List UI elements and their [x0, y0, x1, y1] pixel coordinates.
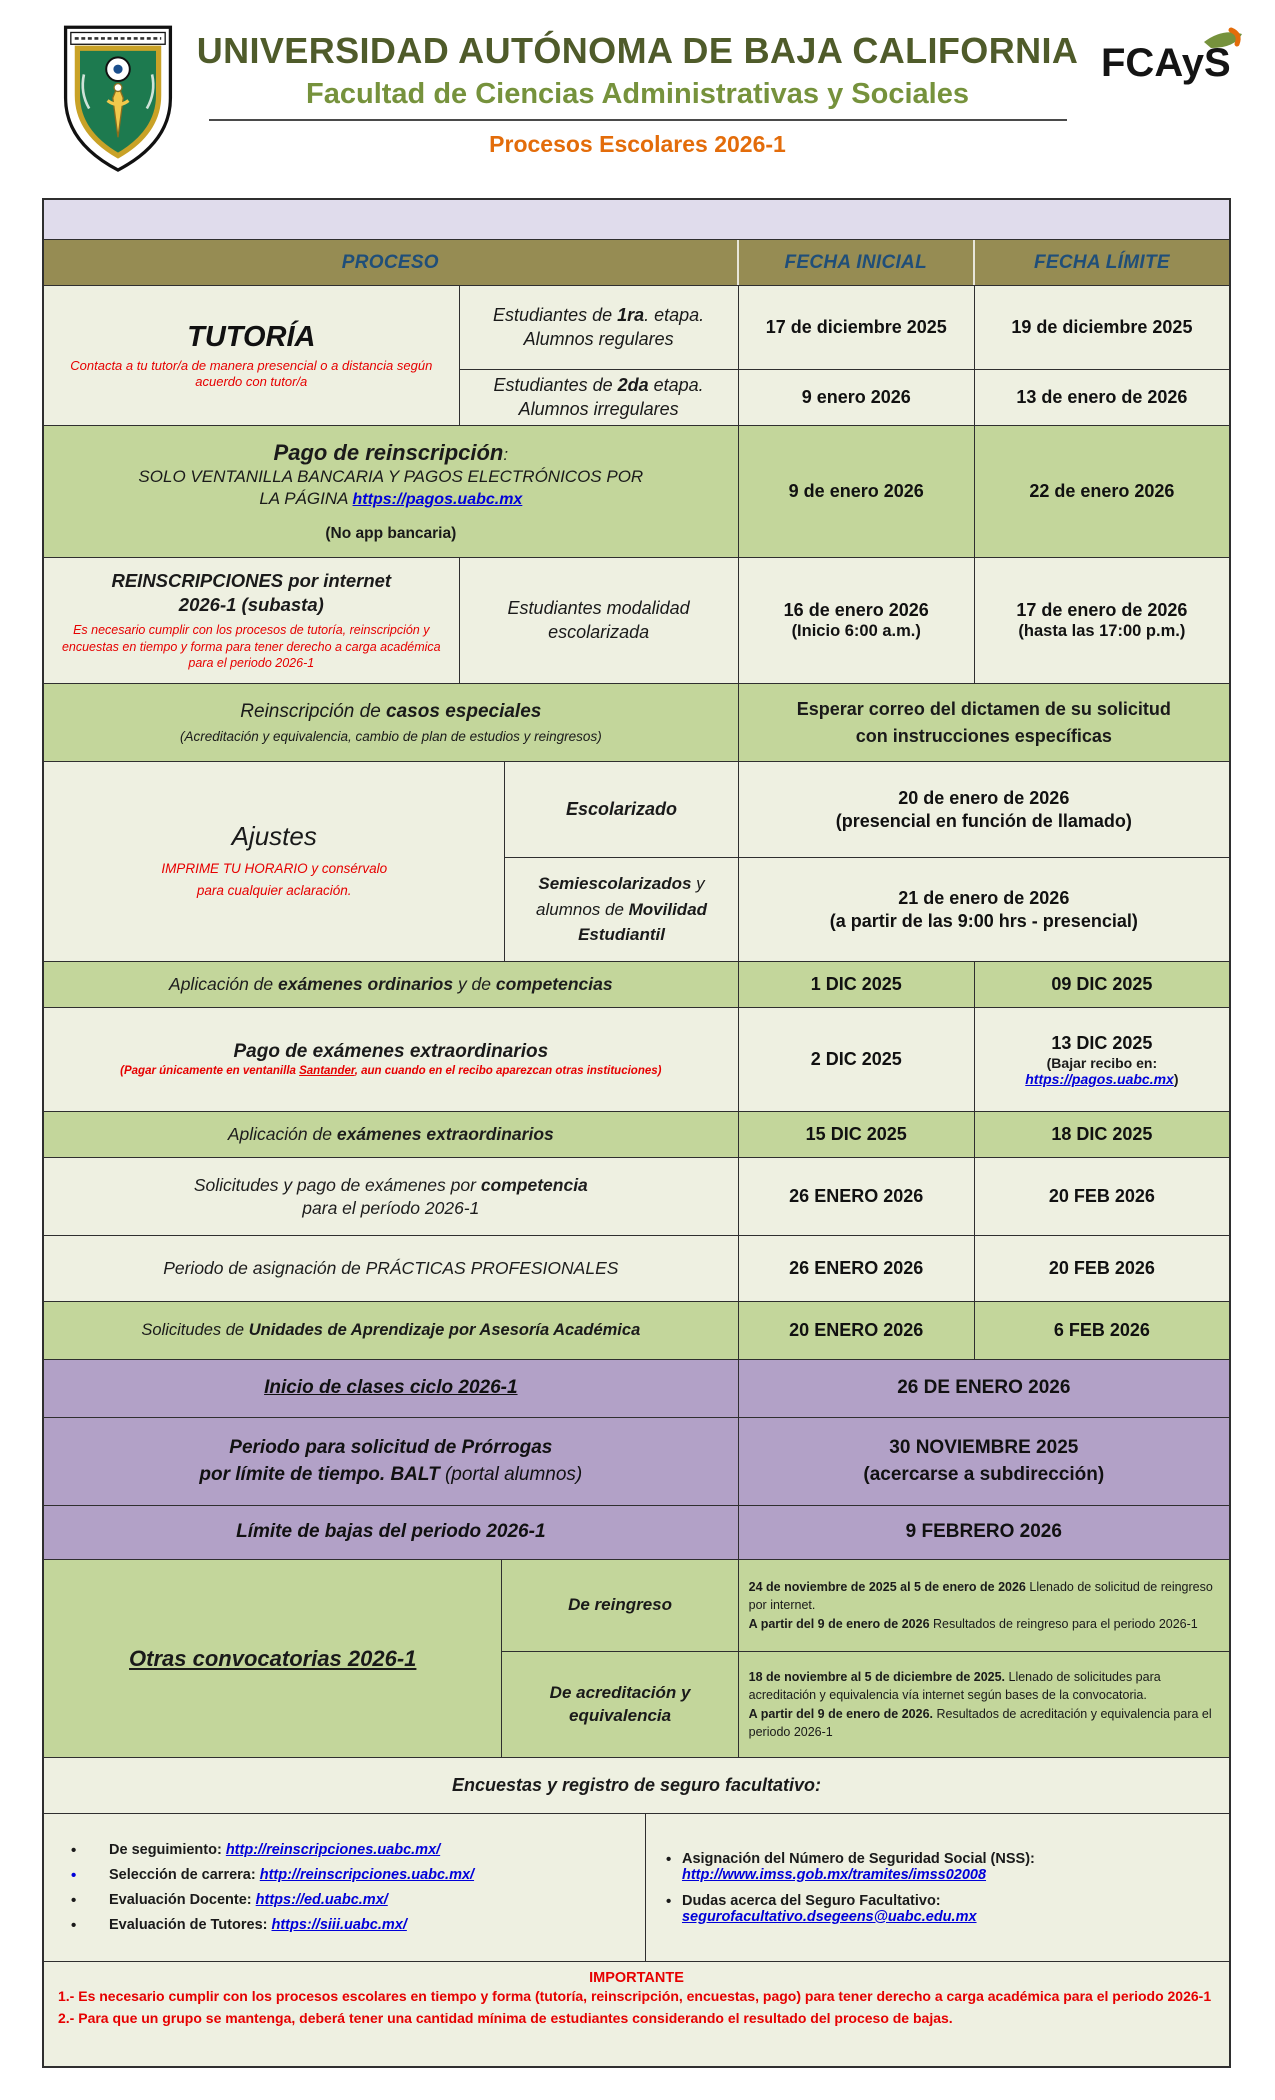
row-reinscripciones [44, 558, 1229, 684]
pagos-uabc-link[interactable]: https://pagos.uabc.mx [352, 491, 523, 509]
prorrogas-line2a: por límite de tiempo. BALT [199, 1463, 445, 1485]
apl-extra-b: exámenes extraordinarios [336, 1124, 554, 1145]
reinscripciones-note: Es necesario cumplir con los procesos de tutoría, reinscripción y encuestas en tiempo y forma para tener derecho a carga académica para el periodo 2026-1 [61, 622, 441, 671]
row-encuestas-header [44, 1758, 1229, 1814]
pago-body-line2: LA PÁGINA [259, 489, 353, 509]
column-header-fecha-limite: FECHA LÍMITE [1033, 251, 1170, 273]
reinscripciones-who-1: Estudiantes modalidad [507, 598, 690, 619]
importante-line-1: 1.- Es necesario cumplir con los procesos escolares en tiempo y forma (tutoría, reinscripción, encuestas, pago) para tener derecho a carga académica para el periodo 2026-1 [58, 1988, 1212, 2004]
reinscripciones-who-2: escolarizada [548, 621, 650, 642]
ajustes-note-1: IMPRIME TU HORARIO y consérvalo [161, 861, 388, 877]
reingreso-text [739, 1560, 1229, 1651]
ajustes-row-escolarizado [505, 762, 1229, 858]
tutoria2-text2: etapa. [648, 375, 704, 396]
ajustes-note-2: para cualquier aclaración. [196, 883, 352, 898]
otras-row-acreditacion [502, 1652, 1229, 1757]
competencia-line2: para el período 2026-1 [302, 1197, 480, 1218]
reingreso-bold-2: A partir del 9 de enero de 2026 [748, 1616, 930, 1631]
apl-extra-end: 18 DIC 2025 [1051, 1124, 1153, 1145]
reinscripciones-cell [44, 558, 460, 683]
ajustes-note [161, 858, 387, 901]
list-item-seguimiento [71, 1842, 652, 1858]
casos-instruction-1: Esperar correo del dictamen de su solicitud [796, 699, 1171, 720]
reinscripciones-end-time: (hasta las 17:00 p.m.) [1018, 622, 1186, 641]
seguro-email-link[interactable]: segurofacultativo.dsegeens@uabc.edu.mx [681, 1908, 977, 1925]
acreditacion-text-1: Llenado de solicitudes para acreditación y equivalencia vía internet según bases de la convocatoria. [748, 1670, 1161, 1703]
university-title: UNIVERSIDAD AUTÓNOMA DE BAJA CALIFORNIA [196, 30, 1079, 71]
encuestas-right-cell [646, 1814, 1229, 1961]
page-header [0, 0, 1275, 198]
column-header-proceso: PROCESO [44, 240, 739, 285]
prorrogas-line2b: (portal alumnos) [444, 1463, 583, 1485]
ajustes-esc-mode: (presencial en función de llamado) [835, 810, 1132, 831]
tutoria2-end-date: 13 de enero de 2026 [1016, 387, 1188, 408]
row-prorrogas [44, 1418, 1229, 1506]
pago-start-date: 9 de enero 2026 [739, 426, 975, 557]
prorrogas-date [739, 1418, 1229, 1505]
casos-cell [44, 684, 739, 761]
reinscripciones-start-time: (Inicio 6:00 a.m.) [791, 622, 921, 641]
inicio-label: Inicio de clases ciclo 2026-1 [44, 1360, 739, 1417]
ajustes-row-semiescolarizado [505, 858, 1229, 961]
faculty-subtitle: Facultad de Ciencias Administrativas y Sociales [306, 78, 969, 110]
row-casos-especiales [44, 684, 1229, 762]
tutoria2-start-date: 9 enero 2026 [739, 370, 975, 425]
nss-link[interactable]: http://www.imss.gob.mx/tramites/imss02008 [681, 1866, 987, 1883]
header-divider [209, 119, 1067, 121]
prorrogas-label [44, 1418, 739, 1505]
ajustes-semi-dates [739, 858, 1229, 961]
eval-docente-link[interactable]: https://ed.uabc.mx/ [255, 1892, 388, 1908]
row-otras-convocatorias [44, 1560, 1229, 1758]
seleccion-link[interactable]: http://reinscripciones.uabc.mx/ [259, 1867, 475, 1883]
ajustes-cell [44, 762, 505, 961]
ajustes-semi-c: alumnos de [536, 899, 629, 919]
casos-title-text: Reinscripción de [240, 701, 387, 722]
list-item-seguro [666, 1893, 1229, 1925]
pago-body-line1: SOLO VENTANILLA BANCARIA Y PAGOS ELECTRÓNICOS POR [138, 467, 644, 487]
unidades-start: 20 ENERO 2026 [739, 1302, 975, 1359]
pago-extra-note-santander: Santander [299, 1064, 355, 1077]
unidades-label [44, 1302, 739, 1359]
tutoria1-end-date: 19 de diciembre 2025 [1011, 317, 1193, 338]
bajas-label: Límite de bajas del periodo 2026-1 [44, 1506, 739, 1559]
otras-title: Otras convocatorias 2026-1 [129, 1645, 417, 1671]
pago-note: (No app bancaria) [325, 524, 457, 542]
acreditacion-bold-1: 18 de noviembre al 5 de diciembre de 2025. [748, 1670, 1006, 1685]
encuestas-left-list [37, 1833, 652, 1942]
casos-title-bold: casos especiales [386, 701, 542, 722]
seguimiento-link[interactable]: http://reinscripciones.uabc.mx/ [225, 1842, 441, 1858]
list-item-evaluacion-docente [71, 1892, 652, 1908]
pago-cell [44, 426, 739, 557]
tutoria-group-1 [460, 286, 739, 369]
reinscripciones-end-date: 17 de enero de 2026 [1016, 599, 1188, 620]
importante-box [44, 1962, 1229, 2066]
header-titles [150, 30, 1125, 158]
pago-colon: : [503, 445, 509, 464]
ordinarios-b: exámenes ordinarios [278, 974, 454, 995]
prorrogas-date-1: 30 NOVIEMBRE 2025 [889, 1436, 1079, 1458]
row-aplicacion-extraordinarios [44, 1112, 1229, 1158]
otras-row-reingreso [502, 1560, 1229, 1652]
ajustes-semi-d: Movilidad [628, 899, 708, 919]
pago-extra-note-a: (Pagar únicamente en ventanilla [120, 1064, 300, 1077]
row-examenes-ordinarios [44, 962, 1229, 1008]
eval-docente-label: Evaluación Docente: [109, 1892, 256, 1908]
reingreso-label: De reingreso [502, 1560, 738, 1651]
tutoria-note: Contacta a tu tutor/a de manera presencial o a distancia según acuerdo con tutor/a [70, 357, 433, 389]
pago-end-date: 22 de enero 2026 [1029, 481, 1175, 502]
seguimiento-label: De seguimiento: [109, 1842, 226, 1858]
acreditacion-label-2: equivalencia [569, 1705, 672, 1725]
row-unidades-aprendizaje [44, 1302, 1229, 1360]
reinscripciones-who [460, 558, 739, 683]
tutoria-title: TUTORÍA [187, 320, 316, 353]
importante-line-2: 2.- Para que un grupo se mantenga, deberá tener una cantidad mínima de estudiantes considerando el resultado del proceso de bajas. [58, 2009, 953, 2026]
tutoria2-bold: 2da [617, 375, 649, 396]
competencia-label [44, 1158, 739, 1235]
ordinarios-start: 1 DIC 2025 [739, 962, 975, 1007]
acreditacion-text-2: Resultados de acreditación y equivalencia para el periodo 2026-1 [748, 1706, 1212, 1739]
ajustes-semi-mode: (a partir de las 9:00 hrs - presencial) [829, 910, 1138, 931]
tutoria-row-1 [460, 286, 1229, 370]
encuestas-right-list [646, 1841, 1229, 1935]
reinscripciones-start-date: 16 de enero 2026 [783, 599, 929, 620]
competencia-b: competencia [480, 1174, 588, 1195]
pago-extra-end-date: 13 DIC 2025 [1051, 1033, 1153, 1054]
pago-extra-end-note: (Bajar recibo en: [1046, 1054, 1158, 1071]
nss-label: Asignación del Número de Seguridad Social (NSS): [681, 1850, 1035, 1867]
apl-extra-label [44, 1112, 739, 1157]
acreditacion-bold-2: A partir del 9 de enero de 2026. [748, 1706, 933, 1721]
ordinarios-c: y de [453, 974, 496, 995]
acreditacion-label [502, 1652, 738, 1757]
competencia-a: Solicitudes y pago de exámenes por [193, 1174, 481, 1195]
fcays-text: FCAyS [1101, 41, 1231, 85]
ajustes-semi-date: 21 de enero de 2026 [898, 888, 1070, 908]
seleccion-label: Selección de carrera: [109, 1867, 260, 1883]
reingreso-text-1: Llenado de solicitud de reingreso por internet. [748, 1580, 1213, 1613]
row-tutoria [44, 286, 1229, 426]
ajustes-title: Ajustes [231, 821, 317, 852]
row-limite-bajas [44, 1506, 1229, 1560]
pago-extra-note-c: , aun cuando en el recibo aparezcan otras instituciones) [354, 1064, 662, 1077]
reingreso-text-2: Resultados de reingreso para el periodo 2026-1 [929, 1616, 1198, 1631]
tutoria2-line2: Alumnos irregulares [518, 398, 679, 419]
pago-extra-title: Pago de exámenes extraordinarios [233, 1040, 549, 1062]
bajas-date: 9 FEBRERO 2026 [905, 1521, 1062, 1543]
inicio-date: 26 DE ENERO 2026 [897, 1377, 1071, 1399]
prorrogas-line1: Periodo para solicitud de Prórrogas [229, 1436, 553, 1458]
list-item-nss [666, 1851, 1229, 1883]
fcays-logo [1099, 26, 1249, 97]
row-pago-extraordinarios [44, 1008, 1229, 1112]
pago-title: Pago de reinscripción [273, 440, 504, 465]
tutoria-cell [44, 286, 460, 425]
row-practicas-profesionales [44, 1236, 1229, 1302]
ajustes-semi-e: Estudiantil [578, 925, 665, 945]
schedule-table [42, 198, 1231, 2068]
document-title: Procesos Escolares 2026-1 [489, 131, 786, 157]
practicas-label: Periodo de asignación de PRÁCTICAS PROFESIONALES [44, 1236, 739, 1301]
unidades-a: Solicitudes de [141, 1321, 249, 1339]
competencia-end: 20 FEB 2026 [1048, 1186, 1155, 1207]
column-header-fecha-inicial: FECHA INICIAL [739, 240, 975, 285]
pago-extra-end-close: ) [1173, 1070, 1179, 1087]
ordinarios-d: competencias [495, 974, 613, 995]
tutoria-group-2 [460, 370, 739, 425]
apl-extra-a: Aplicación de [227, 1124, 337, 1145]
ajustes-escolarizado-label: Escolarizado [505, 762, 738, 857]
table-top-band [44, 200, 1229, 240]
column-header-row [44, 240, 1229, 286]
reinscripciones-start [739, 558, 975, 683]
reinscripciones-title-2: 2026-1 (subasta) [178, 593, 324, 615]
casos-note: (Acreditación y equivalencia, cambio de plan de estudios y reingresos) [179, 729, 602, 744]
ordinarios-label [44, 962, 739, 1007]
ordinarios-end: 09 DIC 2025 [1051, 974, 1153, 995]
unidades-b: Unidades de Aprendizaje por Asesoría Académica [248, 1321, 641, 1339]
pago-extra-cell [44, 1008, 739, 1111]
ajustes-escolarizado-dates [739, 762, 1229, 857]
reinscripciones-end [975, 558, 1229, 683]
pago-extra-start: 2 DIC 2025 [739, 1008, 975, 1111]
tutoria1-text2: . etapa. [644, 305, 705, 326]
prorrogas-date-2: (acercarse a subdirección) [863, 1463, 1105, 1485]
acreditacion-label-1: De acreditación y [549, 1682, 691, 1702]
unidades-end: 6 FEB 2026 [1053, 1320, 1150, 1341]
row-pago-reinscripcion [44, 426, 1229, 558]
tutoria2-text: Estudiantes de [493, 375, 618, 396]
row-importante [44, 1962, 1229, 2066]
seguro-label: Dudas acerca del Seguro Facultativo: [681, 1892, 941, 1909]
pago-extra-link[interactable]: https://pagos.uabc.mx [1025, 1070, 1174, 1087]
list-item-evaluacion-tutores [71, 1917, 652, 1933]
apl-extra-start: 15 DIC 2025 [739, 1112, 975, 1157]
pago-extra-note [120, 1065, 661, 1079]
acreditacion-text [739, 1652, 1229, 1757]
row-inicio-clases [44, 1360, 1229, 1418]
tutoria1-text: Estudiantes de [493, 305, 618, 326]
practicas-end: 20 FEB 2026 [1048, 1258, 1155, 1279]
casos-instruction-2: con instrucciones específicas [855, 725, 1112, 746]
eval-tutores-link[interactable]: https://siii.uabc.mx/ [271, 1917, 407, 1933]
otras-title-cell [44, 1560, 502, 1757]
fcays-logo-icon [1099, 26, 1249, 92]
tutoria1-start-date: 17 de diciembre 2025 [739, 286, 975, 369]
encuestas-left-cell [44, 1814, 646, 1961]
ajustes-esc-date: 20 de enero de 2026 [898, 788, 1070, 808]
tutoria-row-2 [460, 370, 1229, 425]
reingreso-bold-1: 24 de noviembre de 2025 al 5 de enero de 2026 [748, 1580, 1026, 1595]
ajustes-semi-label [505, 858, 738, 961]
encuestas-header: Encuestas y registro de seguro facultativo: [451, 1775, 822, 1795]
ajustes-semi-b: y [691, 874, 705, 894]
reinscripciones-title-1: REINSCRIPCIONES por internet [111, 569, 392, 591]
ajustes-semi-a: Semiescolarizados [538, 874, 692, 894]
casos-instruction [739, 684, 1229, 761]
tutoria1-bold: 1ra [617, 305, 645, 326]
pago-extra-end [975, 1008, 1229, 1111]
practicas-start: 26 ENERO 2026 [739, 1236, 975, 1301]
row-ajustes [44, 762, 1229, 962]
importante-title: IMPORTANTE [589, 1970, 684, 1986]
list-item-seleccion-carrera [71, 1867, 652, 1883]
row-examenes-competencia [44, 1158, 1229, 1236]
tutoria1-line2: Alumnos regulares [523, 328, 674, 349]
competencia-start: 26 ENERO 2026 [739, 1158, 975, 1235]
ordinarios-a: Aplicación de [169, 974, 278, 995]
row-encuestas-body [44, 1814, 1229, 1962]
eval-tutores-label: Evaluación de Tutores: [109, 1917, 272, 1933]
